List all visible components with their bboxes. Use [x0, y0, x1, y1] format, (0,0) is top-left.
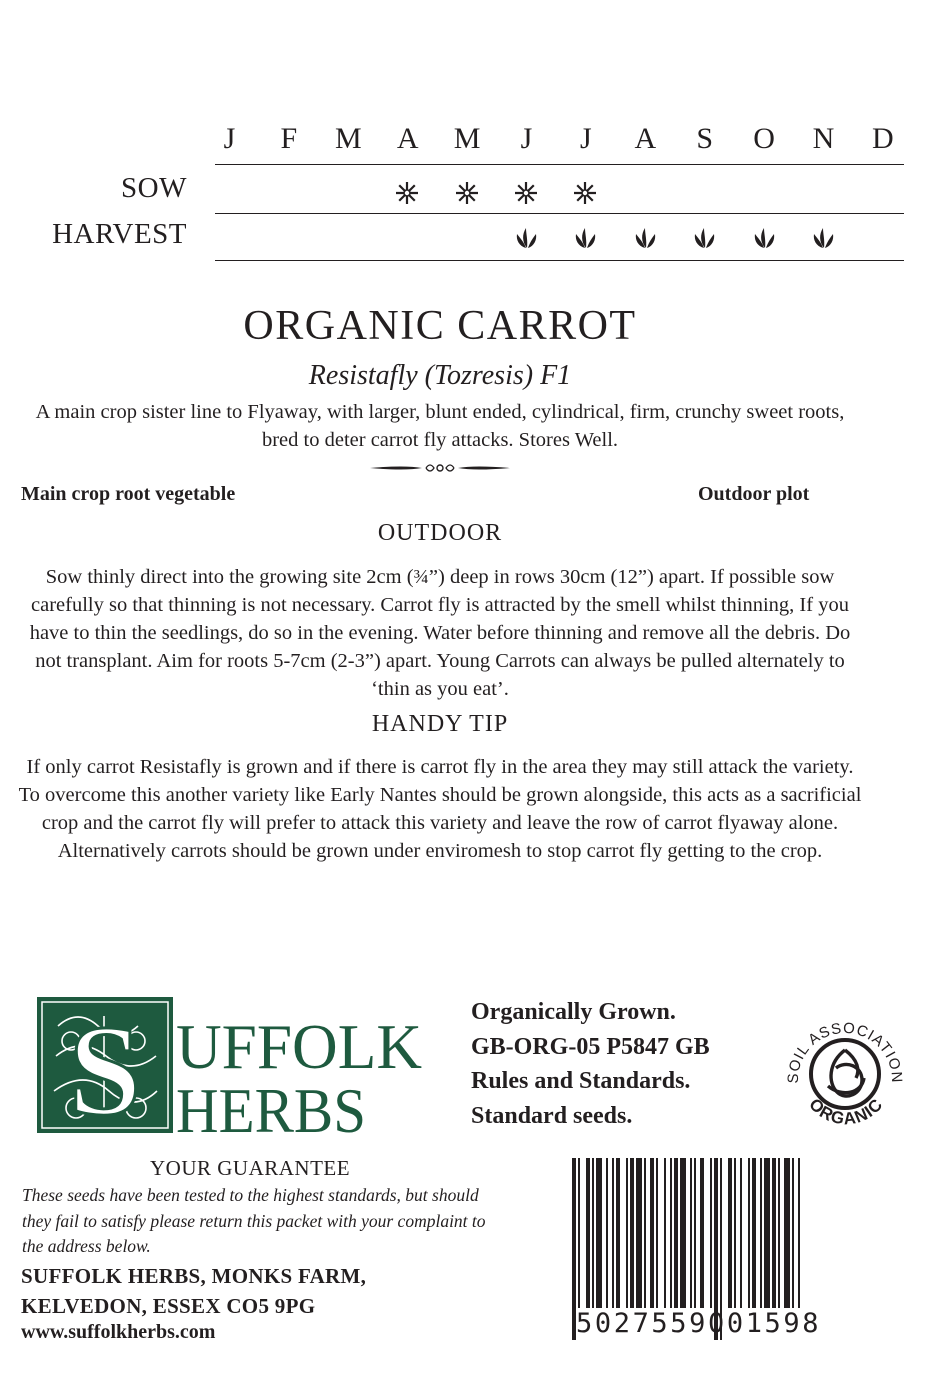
location-label: Outdoor plot [698, 483, 810, 505]
sowing-calendar [0, 0, 932, 270]
website-link[interactable]: www.suffolkherbs.com [21, 1321, 216, 1343]
calendar-divider [215, 213, 904, 214]
leaf-sprout-icon [751, 224, 779, 252]
logo-word-suffolk: UFFOLK [176, 1011, 422, 1082]
month-label: J [580, 122, 593, 155]
certification-text [471, 995, 710, 1133]
leaf-sprout-icon [513, 224, 541, 252]
address-line: KELVEDON, ESSEX CO5 9PG [21, 1294, 316, 1318]
crop-type-label: Main crop root vegetable [21, 483, 236, 505]
company-address [21, 1261, 366, 1321]
calendar-divider [215, 260, 904, 261]
suffolk-herbs-logo [36, 996, 426, 1136]
trefoil-icon [828, 1050, 864, 1096]
soil-association-badge [780, 1008, 910, 1138]
month-label: O [753, 122, 776, 155]
asterisk-icon [511, 178, 541, 208]
leaf-sprout-icon [691, 224, 719, 252]
svg-text:ORGANIC [805, 1095, 887, 1129]
variety-name: Resistafly (Tozresis) F1 [308, 360, 572, 391]
asterisk-icon [452, 178, 482, 208]
month-label: A [396, 122, 420, 155]
leaf-sprout-icon [810, 224, 838, 252]
month-label: A [634, 122, 658, 155]
cert-line: Organically Grown. [471, 999, 676, 1025]
leaf-sprout-icon [572, 224, 600, 252]
sow-row-label: SOW [121, 172, 187, 204]
harvest-row-label: HARVEST [52, 218, 187, 250]
guarantee-text: These seeds have been tested to the highest standards, but should they fail to satisfy please return this packet with your complaint to the address below. [22, 1185, 486, 1256]
logo-word-herbs: HERBS [176, 1075, 366, 1136]
badge-bottom-text: ORGANIC [805, 1094, 887, 1129]
cert-line: GB-ORG-05 P5847 GB [471, 1033, 710, 1060]
month-label: D [872, 122, 895, 155]
month-label: S [696, 122, 715, 155]
month-label: M [334, 122, 363, 155]
leaf-sprout-icon [632, 224, 660, 252]
handy-tip-text: If only carrot Resistafly is grown and if there is carrot fly in the area they may still attack the variety. To overcome this another variety like Early Nantes should be grown alongside, this acts as a sacrificial crop and the carrot fly will prefer to attack this variety and leave the row of carrot flyaway alone. Alternatively carrots should be grown under enviromesh to stop carrot fly getting to the crop. [18, 756, 862, 862]
month-label: M [453, 122, 482, 155]
month-label: F [280, 122, 299, 155]
asterisk-icon [392, 178, 422, 208]
product-description: A main crop sister line to Flyaway, with larger, blunt ended, cylindrical, firm, crunchy sweet roots, bred to deter carrot fly attacks. Stores Well. [35, 401, 845, 451]
cert-line: Rules and Standards. [471, 1068, 691, 1094]
month-label: J [520, 122, 534, 155]
barcode-number: 5027559001598 [576, 1308, 822, 1339]
ornament-divider [370, 459, 510, 477]
product-title: ORGANIC CARROT [243, 303, 637, 349]
handy-tip-heading: HANDY TIP [371, 711, 509, 737]
guarantee-title: YOUR GUARANTEE [150, 1156, 351, 1180]
logo-initial: S [68, 999, 142, 1136]
outdoor-instructions: Sow thinly direct into the growing site 2cm (¾”) deep in rows 30cm (12”) apart. If possible sow carefully so that thinning is not necessary. Carrot fly is attracted by the smell whilst thinning, If you have to thin the seedlings, do so in the evening. Water before thinning and remove all the debris. Do not transplant. Aim for roots 5-7cm (2-3”) apart. Young Carrots can always be pulled alternately to ‘thin as you eat’. [29, 566, 851, 700]
asterisk-icon [570, 178, 600, 208]
calendar-divider [215, 164, 904, 165]
outdoor-heading: OUTDOOR [377, 520, 503, 546]
month-label: J [223, 122, 237, 155]
badge-top-text: SOIL ASSOCIATION [784, 1019, 906, 1084]
month-label: N [812, 122, 836, 155]
address-line: SUFFOLK HERBS, MONKS FARM, [21, 1264, 367, 1288]
cert-line: Standard seeds. [471, 1102, 633, 1129]
